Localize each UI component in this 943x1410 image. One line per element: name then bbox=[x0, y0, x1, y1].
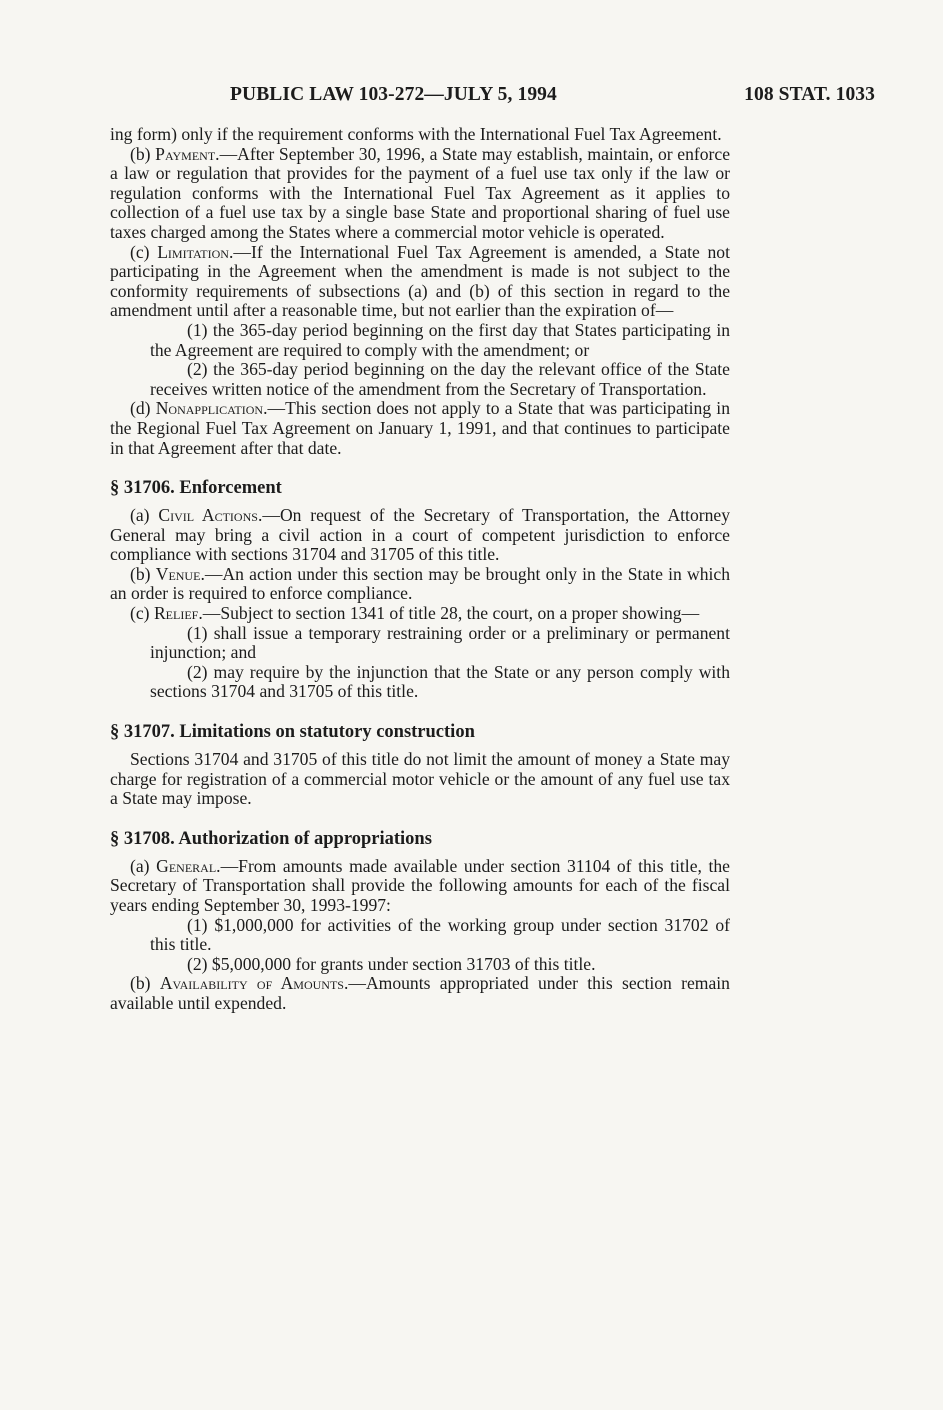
subsection-label: (b) bbox=[130, 143, 156, 164]
subsection-heading: Availability of Amounts bbox=[159, 973, 344, 994]
subsection-text: .—This section does not apply to a State that was participating in the Regional Fuel Tax Agreement on January 1, 1991, and that continues to participate in that Agreement after that date. bbox=[110, 398, 730, 458]
subsection-a-civil-actions bbox=[110, 506, 730, 565]
subsection-text: .—Subject to section 1341 of title 28, the court, on a proper showing— bbox=[198, 603, 700, 624]
stat-page-number: 108 STAT. 1033 bbox=[744, 84, 875, 105]
subsection-label: (a) bbox=[130, 505, 159, 526]
subsection-heading: Nonapplication bbox=[155, 398, 264, 419]
paragraph-continuation: ing form) only if the requirement conforms with the International Fuel Tax Agreement. bbox=[110, 124, 722, 144]
subsection-label: (d) bbox=[130, 398, 156, 419]
paragraph-relief-1: (1) shall issue a temporary restraining order or a preliminary or permanent injunction; and bbox=[150, 622, 730, 663]
subsection-heading: General bbox=[156, 855, 217, 876]
subsection-b-payment bbox=[110, 145, 730, 243]
subsection-text: .—From amounts made available under section 31104 of this title, the Secretary of Transportation shall provide the following amounts for each of the fiscal years ending September 30, 1993-1997: bbox=[110, 855, 730, 915]
section-heading-31708: § 31708. Authorization of appropriations bbox=[110, 828, 432, 849]
subsection-label: (c) bbox=[130, 241, 158, 262]
paragraph-appropriation-2: (2) $5,000,000 for grants under section 31703 of this title. bbox=[187, 953, 596, 974]
section-31707-text: Sections 31704 and 31705 of this title do not limit the amount of money a State may charge for registration of a commercial motor vehicle or the amount of any fuel use tax a State may impose. bbox=[110, 749, 730, 809]
paragraph-appropriation-1: (1) $1,000,000 for activities of the working group under section 31702 of this title. bbox=[150, 914, 730, 955]
subsection-b-venue bbox=[110, 565, 730, 604]
subsection-label: (b) bbox=[130, 563, 156, 584]
subsection-d-nonapplication bbox=[110, 399, 730, 458]
section-heading-31706: § 31706. Enforcement bbox=[110, 478, 282, 499]
subsection-heading: Civil Actions bbox=[158, 505, 258, 526]
subsection-c-relief bbox=[110, 604, 730, 624]
subsection-label: (c) bbox=[130, 603, 154, 624]
page-title: PUBLIC LAW 103-272—JULY 5, 1994 bbox=[230, 84, 557, 105]
paragraph-relief-2: (2) may require by the injunction that the State or any person comply with sections 31704 and 31705 of this title. bbox=[150, 661, 730, 702]
subsection-heading: Limitation bbox=[157, 241, 229, 262]
subsection-heading: Payment bbox=[155, 143, 216, 164]
subsection-text: .—An action under this section may be brought only in the State in which an order is required to enforce compliance. bbox=[110, 563, 730, 604]
document-body bbox=[110, 125, 730, 1014]
subsection-heading: Relief bbox=[153, 603, 199, 624]
subsection-b-availability bbox=[110, 974, 730, 1013]
subsection-a-general bbox=[110, 857, 730, 916]
subsection-heading: Venue bbox=[155, 563, 201, 584]
subsection-text: .—On request of the Secretary of Transportation, the Attorney General may bring a civil action in a court of competent jurisdiction to enforce compliance with sections 31704 and 31705 of this title. bbox=[110, 505, 730, 565]
running-head bbox=[110, 84, 875, 114]
subsection-c-limitation bbox=[110, 243, 730, 321]
subsection-label: (b) bbox=[130, 973, 160, 994]
subsection-label: (a) bbox=[130, 855, 157, 876]
section-heading-31707: § 31707. Limitations on statutory construction bbox=[110, 722, 475, 743]
subsection-text: .—Amounts appropriated under this section remain available until expended. bbox=[110, 973, 730, 1013]
paragraph-c2: (2) the 365-day period beginning on the day the relevant office of the State receives written notice of the amendment from the Secretary of Transportation. bbox=[150, 359, 730, 399]
paragraph-c1: (1) the 365-day period beginning on the first day that States participating in the Agreement are required to comply with the amendment; or bbox=[150, 319, 730, 360]
subsection-text: .—After September 30, 1996, a State may establish, maintain, or enforce a law or regulation that provides for the payment of a fuel use tax only if the law or regulation conforms with the International Fuel Tax Agreement as it applies to collection of a fuel use tax by a single base State and proportional sharing of fuel use taxes charged among the States where a commercial motor vehicle is operated. bbox=[110, 143, 730, 242]
subsection-text: .—If the International Fuel Tax Agreement is amended, a State not participating in the Agreement when the amendment is made is not subject to the conformity requirements of subsections (a) and (b) of this section in regard to the amendment until after a reasonable time, but not earlier than the expiration of— bbox=[110, 241, 730, 321]
